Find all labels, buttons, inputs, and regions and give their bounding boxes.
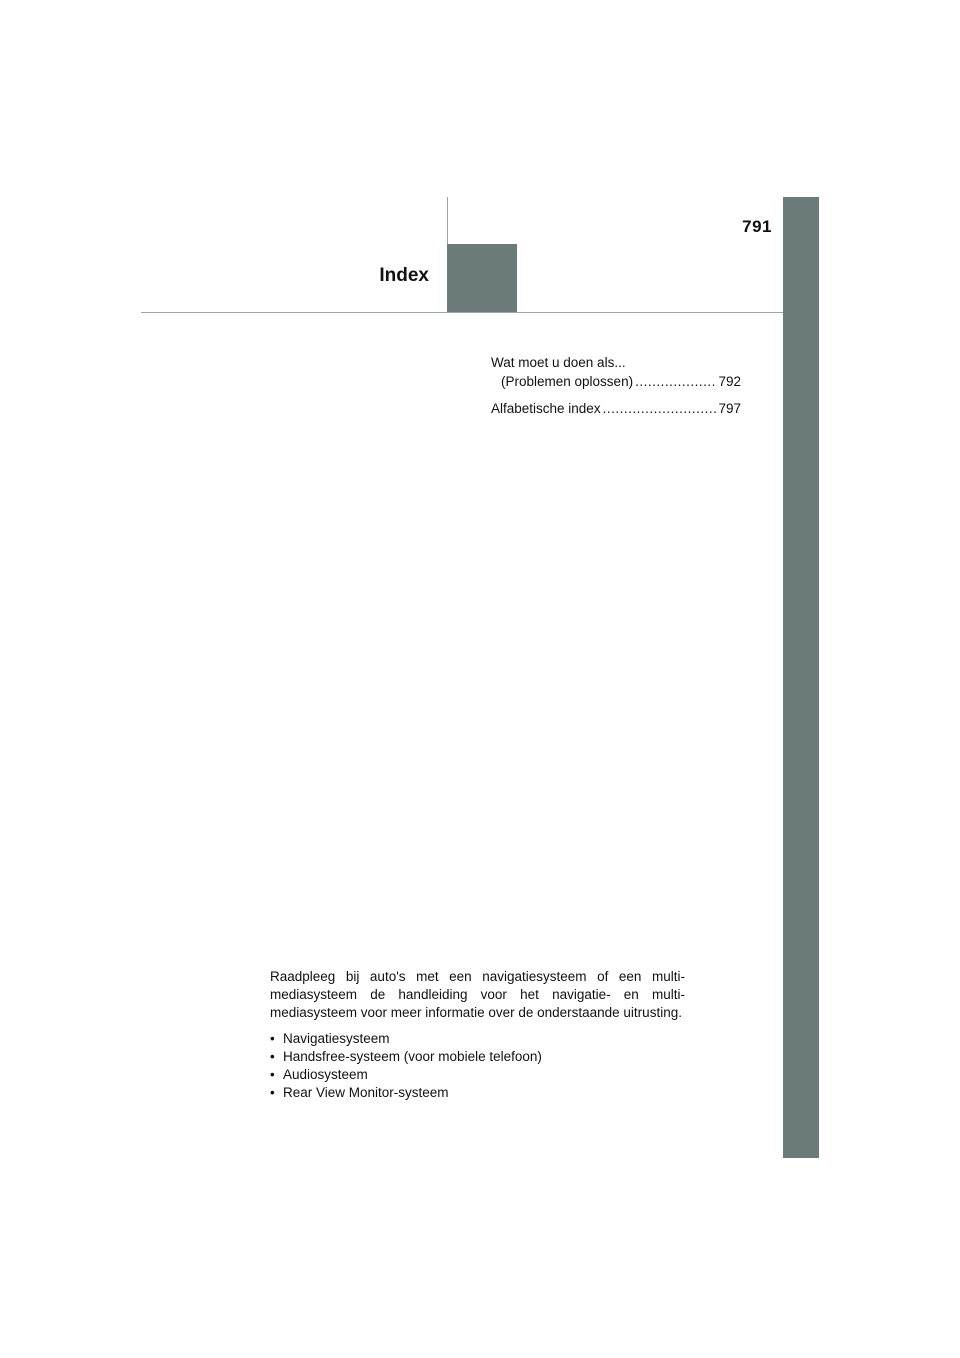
list-item-text: Rear View Monitor-systeem <box>283 1085 449 1100</box>
equipment-note <box>270 968 685 1102</box>
toc-entry-troubleshooting[interactable] <box>491 353 741 391</box>
list-item-text: Audiosysteem <box>283 1067 368 1082</box>
bullet-icon: • <box>270 1049 275 1064</box>
list-item <box>270 1030 685 1048</box>
bullet-icon: • <box>270 1031 275 1046</box>
section-title: Index <box>379 265 429 286</box>
list-item-text: Navigatiesysteem <box>283 1031 390 1046</box>
toc-entry-page: 797 <box>718 401 741 416</box>
header-horizontal-rule <box>141 312 783 313</box>
page-number: 791 <box>742 217 772 236</box>
toc-entry-label: (Problemen oplossen) <box>501 374 634 389</box>
toc-entry-page: 792 <box>718 374 741 389</box>
toc-line <box>491 399 741 418</box>
list-item-text: Handsfree-systeem (voor mobiele telefoon) <box>283 1049 542 1064</box>
equipment-list <box>270 1030 685 1102</box>
list-item <box>270 1048 685 1066</box>
note-text: Raadpleeg bij auto's met een navigatiesysteem of een multi-mediasysteem de handleiding voor het navigatie- en multi-mediasysteem voor meer informatie over de onderstaande uitrusting. <box>270 969 685 1020</box>
section-color-block <box>447 244 517 313</box>
toc-entry-label: Alfabetische index <box>491 401 601 416</box>
toc-leader-dots <box>635 372 716 391</box>
toc-entry-label: Wat moet u doen als... <box>491 355 626 370</box>
table-of-contents <box>491 353 741 426</box>
bullet-icon: • <box>270 1085 275 1100</box>
toc-entry-alphabetical-index[interactable] <box>491 399 741 418</box>
chapter-side-tab <box>783 197 819 1158</box>
list-item <box>270 1066 685 1084</box>
bullet-icon: • <box>270 1067 275 1082</box>
toc-line <box>491 372 741 391</box>
list-item <box>270 1084 685 1102</box>
toc-leader-dots <box>603 399 717 418</box>
toc-line <box>491 353 741 372</box>
header-vertical-rule <box>447 197 448 244</box>
